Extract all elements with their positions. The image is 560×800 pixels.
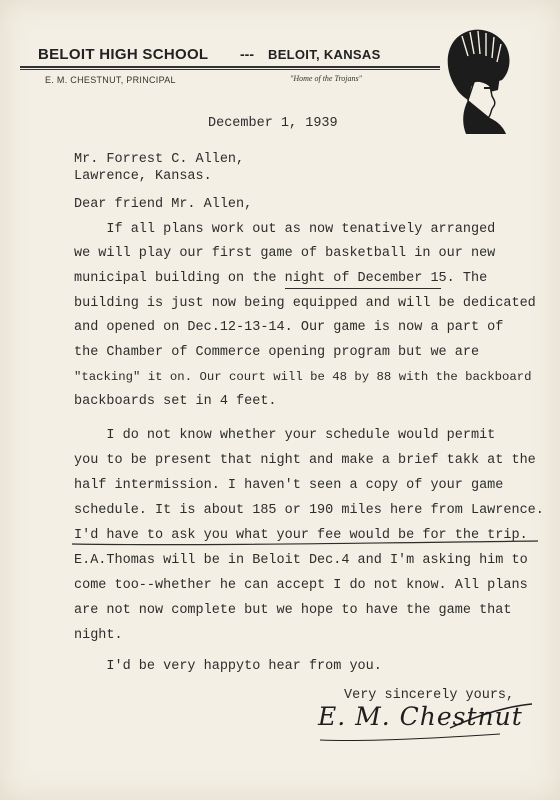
body-line: building is just now being equipped and will be dedicated bbox=[74, 296, 536, 311]
body-line: I'd be very happyto hear from you. bbox=[74, 659, 382, 674]
body-line: come too--whether he can accept I do not know. All plans bbox=[74, 578, 528, 593]
body-line: are not now complete but we hope to have the game that bbox=[74, 603, 512, 618]
letterhead-rule-thin bbox=[20, 69, 440, 70]
body-line: the Chamber of Commerce opening program but we are bbox=[74, 345, 480, 360]
recipient-city: Lawrence, Kansas. bbox=[74, 169, 212, 184]
school-motto: "Home of the Trojans" bbox=[290, 74, 362, 83]
body-line: night. bbox=[74, 628, 123, 643]
body-line: I do not know whether your schedule would permit bbox=[74, 428, 496, 443]
school-city: BELOIT, KANSAS bbox=[268, 47, 381, 62]
recipient-name: Mr. Forrest C. Allen, bbox=[74, 152, 245, 167]
body-line: "tacking" it on. Our court will be 48 by 88 with the backboard bbox=[74, 370, 532, 384]
body-line: municipal building on the night of December 15. The bbox=[74, 271, 488, 286]
signature: E. M. Chestnut bbox=[318, 702, 523, 731]
trojan-head-icon bbox=[432, 26, 516, 138]
body-line: If all plans work out as now tenatively arranged bbox=[74, 222, 496, 237]
body-line: half intermission. I haven't seen a copy of your game bbox=[74, 478, 504, 493]
body-line: we will play our first game of basketball in our new bbox=[74, 246, 496, 261]
handwritten-underline bbox=[285, 288, 441, 289]
principal-name: E. M. CHESTNUT, PRINCIPAL bbox=[45, 75, 176, 85]
body-line: and opened on Dec.12-13-14. Our game is now a part of bbox=[74, 320, 504, 335]
letter-date: December 1, 1939 bbox=[208, 116, 338, 131]
body-line: schedule. It is about 185 or 190 miles here from Lawrence. bbox=[74, 503, 544, 518]
body-line: I'd have to ask you what your fee would be for the trip. bbox=[74, 528, 528, 543]
body-line: you to be present that night and make a brief takk at the bbox=[74, 453, 536, 468]
handwritten-underline bbox=[68, 536, 548, 550]
school-name: BELOIT HIGH SCHOOL bbox=[38, 46, 209, 63]
body-line: E.A.Thomas will be in Beloit Dec.4 and I'm asking him to bbox=[74, 553, 528, 568]
salutation: Dear friend Mr. Allen, bbox=[74, 197, 253, 212]
letterhead-rule bbox=[20, 66, 440, 68]
letterhead-separator: --- bbox=[240, 46, 254, 62]
closing: Very sincerely yours, bbox=[344, 688, 515, 703]
body-line: backboards set in 4 feet. bbox=[74, 394, 277, 409]
